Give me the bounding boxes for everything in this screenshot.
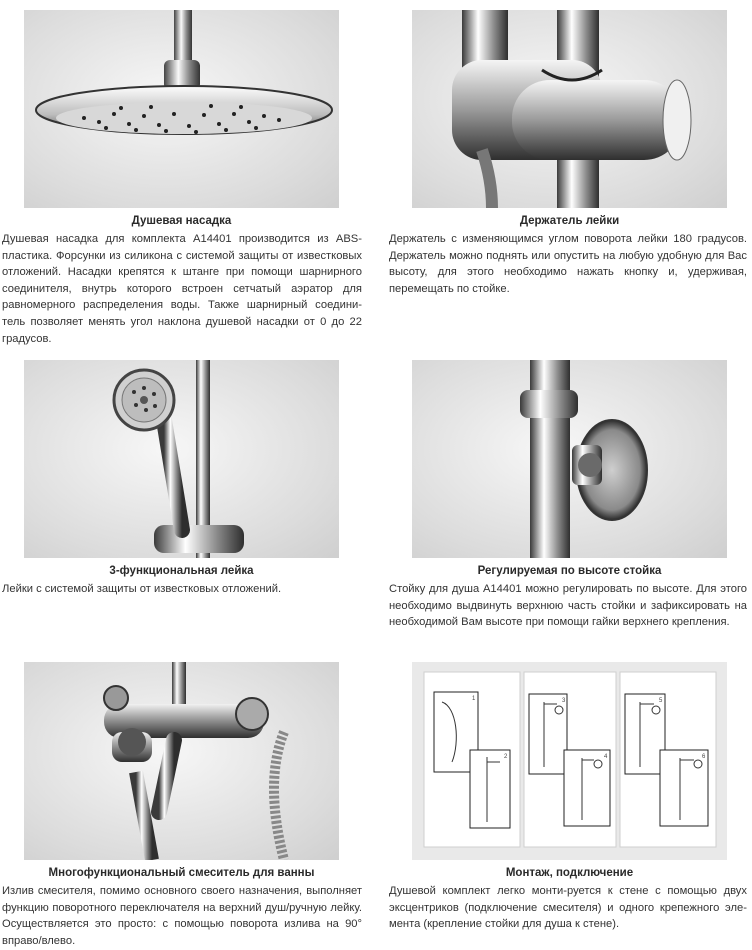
item-text-mixer: Излив смесителя, помимо основного своего назначения, выполняет функцию поворотного переключателя на верхний душ/ручную лейку. Осуществляется это просто: с помощью поворота излива на 90° вправо/влево. [2, 885, 362, 947]
diagram-step-3: 3 [562, 698, 566, 704]
item-text-holder: Держатель с изменяющимся углом поворота лейки 180 градусов. Держатель можно поднять или опустить на любую удобную для Вас высоту, для этого необходимо нажать кнопку и, удерживая, перемещать по стойке. [389, 233, 747, 295]
item-text-shower-head: Душевая насадка для комплекта A14401 производится из ABS-пластика. Форсунки из силикона с системой защиты от известковых отложений. Насадки крепятся к штанге при помощи шарнирного соединителя, внутрь которого встроен сетчатый аэратор для равномерного распределения воды. Также шарнирный соедини-тель позволяет менять угол наклона душевой насадки от 0 до 22 градусов. [2, 233, 362, 345]
item-text-rail: Стойку для душа A14401 можно регулировать по высоте. Для этого необходимо выдвинуть верхнюю часть стойки и зафиксировать на необходимой Вам высоте при помощи гайки верхнего крепления. [389, 583, 747, 629]
diagram-step-5: 5 [659, 698, 663, 704]
item-title-shower-head: Душевая насадка [131, 215, 232, 227]
holder-photo [412, 10, 727, 208]
rail-bracket-photo [412, 360, 727, 558]
diagram-step-4: 4 [604, 754, 608, 760]
item-text-installation: Душевой комплект легко монти-руется к стене с помощью двух эксцентриков (подключение смесителя) и одного крепежного эле-мента (крепление стойки для душа к стене). [389, 885, 747, 931]
shower-head-photo [24, 10, 339, 208]
item-title-hand-shower: 3-функциональная лейка [109, 565, 254, 577]
item-title-mixer: Многофункциональный смеситель для ванны [48, 867, 315, 879]
hand-shower-photo [24, 360, 339, 558]
item-title-holder: Держатель лейки [519, 215, 620, 227]
diagram-step-2: 2 [504, 754, 508, 760]
mixer-photo [24, 662, 339, 860]
item-title-installation: Монтаж, подключение [505, 867, 634, 879]
item-text-hand-shower: Лейки с системой защиты от известковых отложений. [2, 583, 282, 595]
installation-diagram [412, 662, 727, 860]
diagram-step-1: 1 [472, 696, 476, 702]
item-title-rail: Регулируемая по высоте стойка [477, 565, 662, 577]
diagram-step-6: 6 [702, 754, 706, 760]
